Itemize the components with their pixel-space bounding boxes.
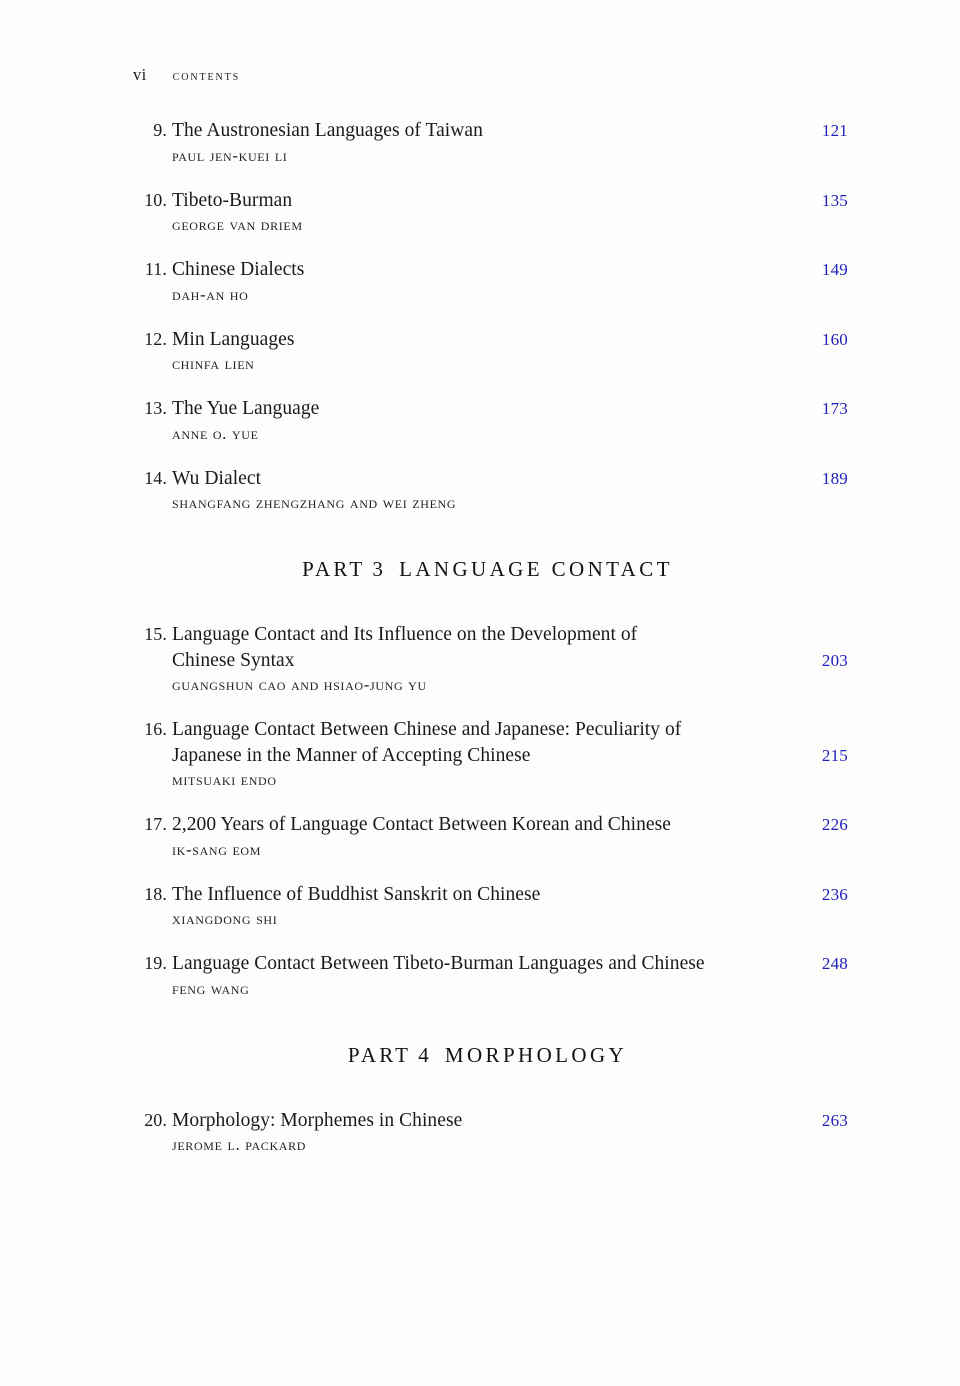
chapter-number: 16. xyxy=(144,719,167,739)
toc-entry[interactable] xyxy=(133,882,848,930)
chapter-title-row xyxy=(172,118,848,144)
chapter-title: Tibeto-Burman xyxy=(172,189,293,211)
page-number[interactable]: 226 xyxy=(821,815,848,834)
toc-entry[interactable] xyxy=(133,622,848,695)
chapter-title-row xyxy=(172,188,848,214)
toc-entry[interactable] xyxy=(133,118,848,166)
chapter-number: 18. xyxy=(144,883,167,904)
chapter-title: Morphology: Morphemes in Chinese xyxy=(172,1109,463,1131)
chapter-title-row xyxy=(172,327,848,353)
chapter-author: paul jen-kuei li xyxy=(172,145,288,165)
chapter-number: 15. xyxy=(144,624,167,644)
toc-entry[interactable] xyxy=(133,717,848,790)
chapter-author: xiangdong shi xyxy=(172,909,278,928)
chapter-title-block xyxy=(167,882,848,908)
folio-number: vi xyxy=(133,65,147,84)
toc-entry-title-line xyxy=(133,396,848,422)
chapter-title-block xyxy=(167,466,848,492)
toc-entry-title-line xyxy=(133,257,848,283)
chapter-title-block xyxy=(167,118,848,144)
part-heading xyxy=(133,557,848,582)
chapter-title: Language Contact Between Tibeto-Burman Languages and Chinese xyxy=(172,953,705,974)
chapter-title: Min Languages xyxy=(172,328,295,350)
toc-entry[interactable] xyxy=(133,396,848,444)
chapter-title-row xyxy=(172,717,848,743)
chapter-number: 17. xyxy=(144,814,167,834)
chapter-number: 9. xyxy=(153,120,167,140)
toc-entry-title-line xyxy=(133,812,848,838)
page-number[interactable]: 263 xyxy=(821,1110,848,1130)
page-number[interactable]: 248 xyxy=(821,954,848,973)
chapter-title-row xyxy=(172,648,848,674)
part-label: PART xyxy=(347,1042,412,1067)
chapter-title-block xyxy=(167,1108,848,1134)
chapter-number: 14. xyxy=(144,467,167,488)
chapter-title-block xyxy=(167,951,848,977)
part-number: 3 xyxy=(372,557,387,581)
toc-entry-title-line xyxy=(133,717,848,768)
toc-entry[interactable] xyxy=(133,188,848,236)
chapter-title-row xyxy=(172,622,848,648)
chapter-title-row xyxy=(172,466,848,492)
chapter-title: Chinese Syntax xyxy=(172,649,295,671)
chapter-author: chinfa lien xyxy=(172,354,255,373)
page-number[interactable]: 215 xyxy=(821,745,848,765)
toc-entry-title-line xyxy=(133,951,848,977)
toc-entry[interactable] xyxy=(133,812,848,860)
chapter-author: mitsuaki endo xyxy=(172,770,277,789)
chapter-number: 12. xyxy=(144,328,167,349)
chapter-number: 20. xyxy=(144,1109,167,1130)
chapter-author: guangshun cao and hsiao-jung yu xyxy=(172,675,427,694)
toc-entry-title-line xyxy=(133,1108,848,1134)
page-number[interactable]: 203 xyxy=(821,650,848,670)
chapter-author: dah-an ho xyxy=(172,284,249,304)
chapter-number: 10. xyxy=(144,189,167,210)
part-title: MORPHOLOGY xyxy=(444,1042,628,1067)
toc-entry-title-line xyxy=(133,622,848,673)
chapter-title-block xyxy=(167,257,848,283)
toc-entry-title-line xyxy=(133,188,848,214)
page-number[interactable]: 121 xyxy=(821,121,848,140)
toc-entry[interactable] xyxy=(133,951,848,999)
table-of-contents xyxy=(133,118,848,1177)
chapter-title: The Yue Language xyxy=(172,398,320,419)
chapter-number: 19. xyxy=(144,953,167,973)
chapter-author: jerome l. packard xyxy=(172,1135,307,1154)
toc-entry-title-line xyxy=(133,118,848,144)
toc-entry-title-line xyxy=(133,882,848,908)
part-label: PART xyxy=(302,557,366,581)
chapter-title-row xyxy=(172,882,848,908)
part-heading xyxy=(133,1043,848,1068)
toc-entry[interactable] xyxy=(133,327,848,375)
chapter-number: 13. xyxy=(144,398,167,418)
chapter-author: anne o. yue xyxy=(172,423,259,443)
running-head xyxy=(133,65,240,85)
chapter-title-block xyxy=(167,188,848,214)
part-title: LANGUAGE CONTACT xyxy=(399,557,673,581)
chapter-title-row xyxy=(172,743,848,769)
toc-entry-title-line xyxy=(133,327,848,353)
chapter-title-row xyxy=(172,1108,848,1134)
page-number[interactable]: 149 xyxy=(821,260,848,279)
page-number[interactable]: 189 xyxy=(821,468,848,488)
running-head-label: contents xyxy=(172,68,241,84)
page-number[interactable]: 160 xyxy=(821,329,848,349)
page-number[interactable]: 173 xyxy=(821,399,848,418)
part-number: 4 xyxy=(418,1042,432,1067)
chapter-title-block xyxy=(167,396,848,422)
chapter-title-block xyxy=(167,812,848,838)
toc-entry-title-line xyxy=(133,466,848,492)
chapter-title-row xyxy=(172,257,848,283)
chapter-title: The Influence of Buddhist Sanskrit on Chinese xyxy=(172,883,541,905)
chapter-title-row xyxy=(172,951,848,977)
chapter-title: 2,200 Years of Language Contact Between Korean and Chinese xyxy=(172,814,671,835)
chapter-title: Wu Dialect xyxy=(172,467,262,489)
chapter-title: Japanese in the Manner of Accepting Chinese xyxy=(172,744,531,766)
chapter-author: shangfang zhengzhang and wei zheng xyxy=(172,493,457,512)
chapter-title: Language Contact and Its Influence on the Development of xyxy=(172,624,638,645)
chapter-title: Chinese Dialects xyxy=(172,259,305,280)
toc-entry[interactable] xyxy=(133,1108,848,1156)
chapter-author: feng wang xyxy=(172,978,250,998)
chapter-author: ik-sang eom xyxy=(172,839,262,859)
chapter-title-block xyxy=(167,327,848,353)
page-number[interactable]: 236 xyxy=(821,884,848,904)
chapter-number: 11. xyxy=(144,259,167,279)
page-number[interactable]: 135 xyxy=(821,190,848,210)
chapter-title-block xyxy=(167,622,848,673)
toc-entry[interactable] xyxy=(133,466,848,514)
toc-entry[interactable] xyxy=(133,257,848,305)
chapter-title-row xyxy=(172,812,848,838)
chapter-title-row xyxy=(172,396,848,422)
chapter-title: Language Contact Between Chinese and Japanese: Peculiarity of xyxy=(172,719,682,740)
chapter-title-block xyxy=(167,717,848,768)
chapter-author: george van driem xyxy=(172,215,303,234)
chapter-title: The Austronesian Languages of Taiwan xyxy=(172,120,483,141)
